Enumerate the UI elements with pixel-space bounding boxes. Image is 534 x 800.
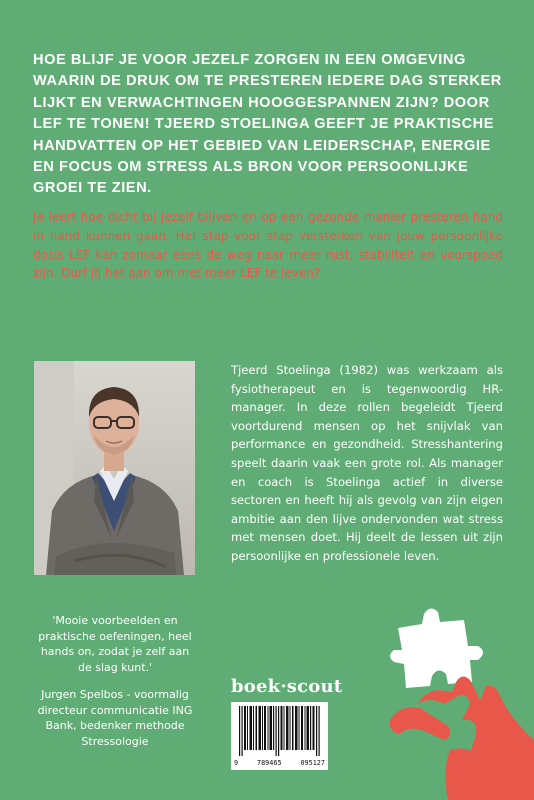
hand-puzzle-illustration [330, 600, 534, 800]
author-photo [34, 361, 195, 575]
intro-text: HOE BLIJF JE VOOR JEZELF ZORGEN IN EEN OMGEVING WAARIN DE DRUK OM TE PRESTEREN IEDERE DAG STERKER LIJKT EN VERWACHTINGEN HOOGGESPANNEN ZIJN? DOOR LEF TE TONEN! TJEERD STOELINGA GEEFT JE PRAKTISCHE HANDVATTEN OP HET GEBIED VAN LEIDERSCHAP, ENERGIE EN FOCUS OM STRESS ALS BRON VOOR PERSOONLIJKE GROEI TE ZIEN. [33, 52, 502, 197]
publisher-logo: boek·scout [231, 676, 343, 697]
barcode-bars [231, 702, 328, 758]
author-portrait-image [34, 361, 195, 575]
endorsement-quote: 'Mooie voorbeelden en praktische oefeningen, heel hands on, zodat je zelf aan de slag kunt.' [38, 614, 192, 674]
barcode-number [231, 759, 328, 767]
endorsement-author: Jurgen Spelbos - voormalig directeur communicatie ING Bank, bedenker methode Stressologie [37, 688, 193, 748]
isbn-barcode [231, 702, 328, 770]
barcode-right-digits: 095127 [300, 759, 325, 767]
author-bio: Tjeerd Stoelinga (1982) was werkzaam als fysiotherapeut en is tegenwoordig HR-manager. In deze rollen begeleidt Tjeerd voortdurend mensen op het snijvlak van performance en gezondheid. Stresshantering speelt daarin vaak een grote rol. Als manager en coach is Stoelinga actief in diverse sectoren en heeft hij als gevolg van zijn eigen ambitie aan den lijve ondervonden wat stress met mensen doet. Hij deelt de lessen uit zijn persoonlijke en professionele leven. [231, 363, 503, 563]
barcode-lead-digit: 9 [234, 759, 239, 767]
barcode-left-digits: 789465 [256, 759, 282, 767]
pitch-text: Je leert hoe dicht bij jezelf blijven en op een gezonde manier presteren hand in hand kunnen gaan. Het stap voor stap versterken van jouw persoonlijke dosis LEF kan zomaar eens de weg naar meer rust, stabiliteit en voorspoed zijn. Durf jij het aan om met meer LEF te leven? [33, 210, 503, 281]
